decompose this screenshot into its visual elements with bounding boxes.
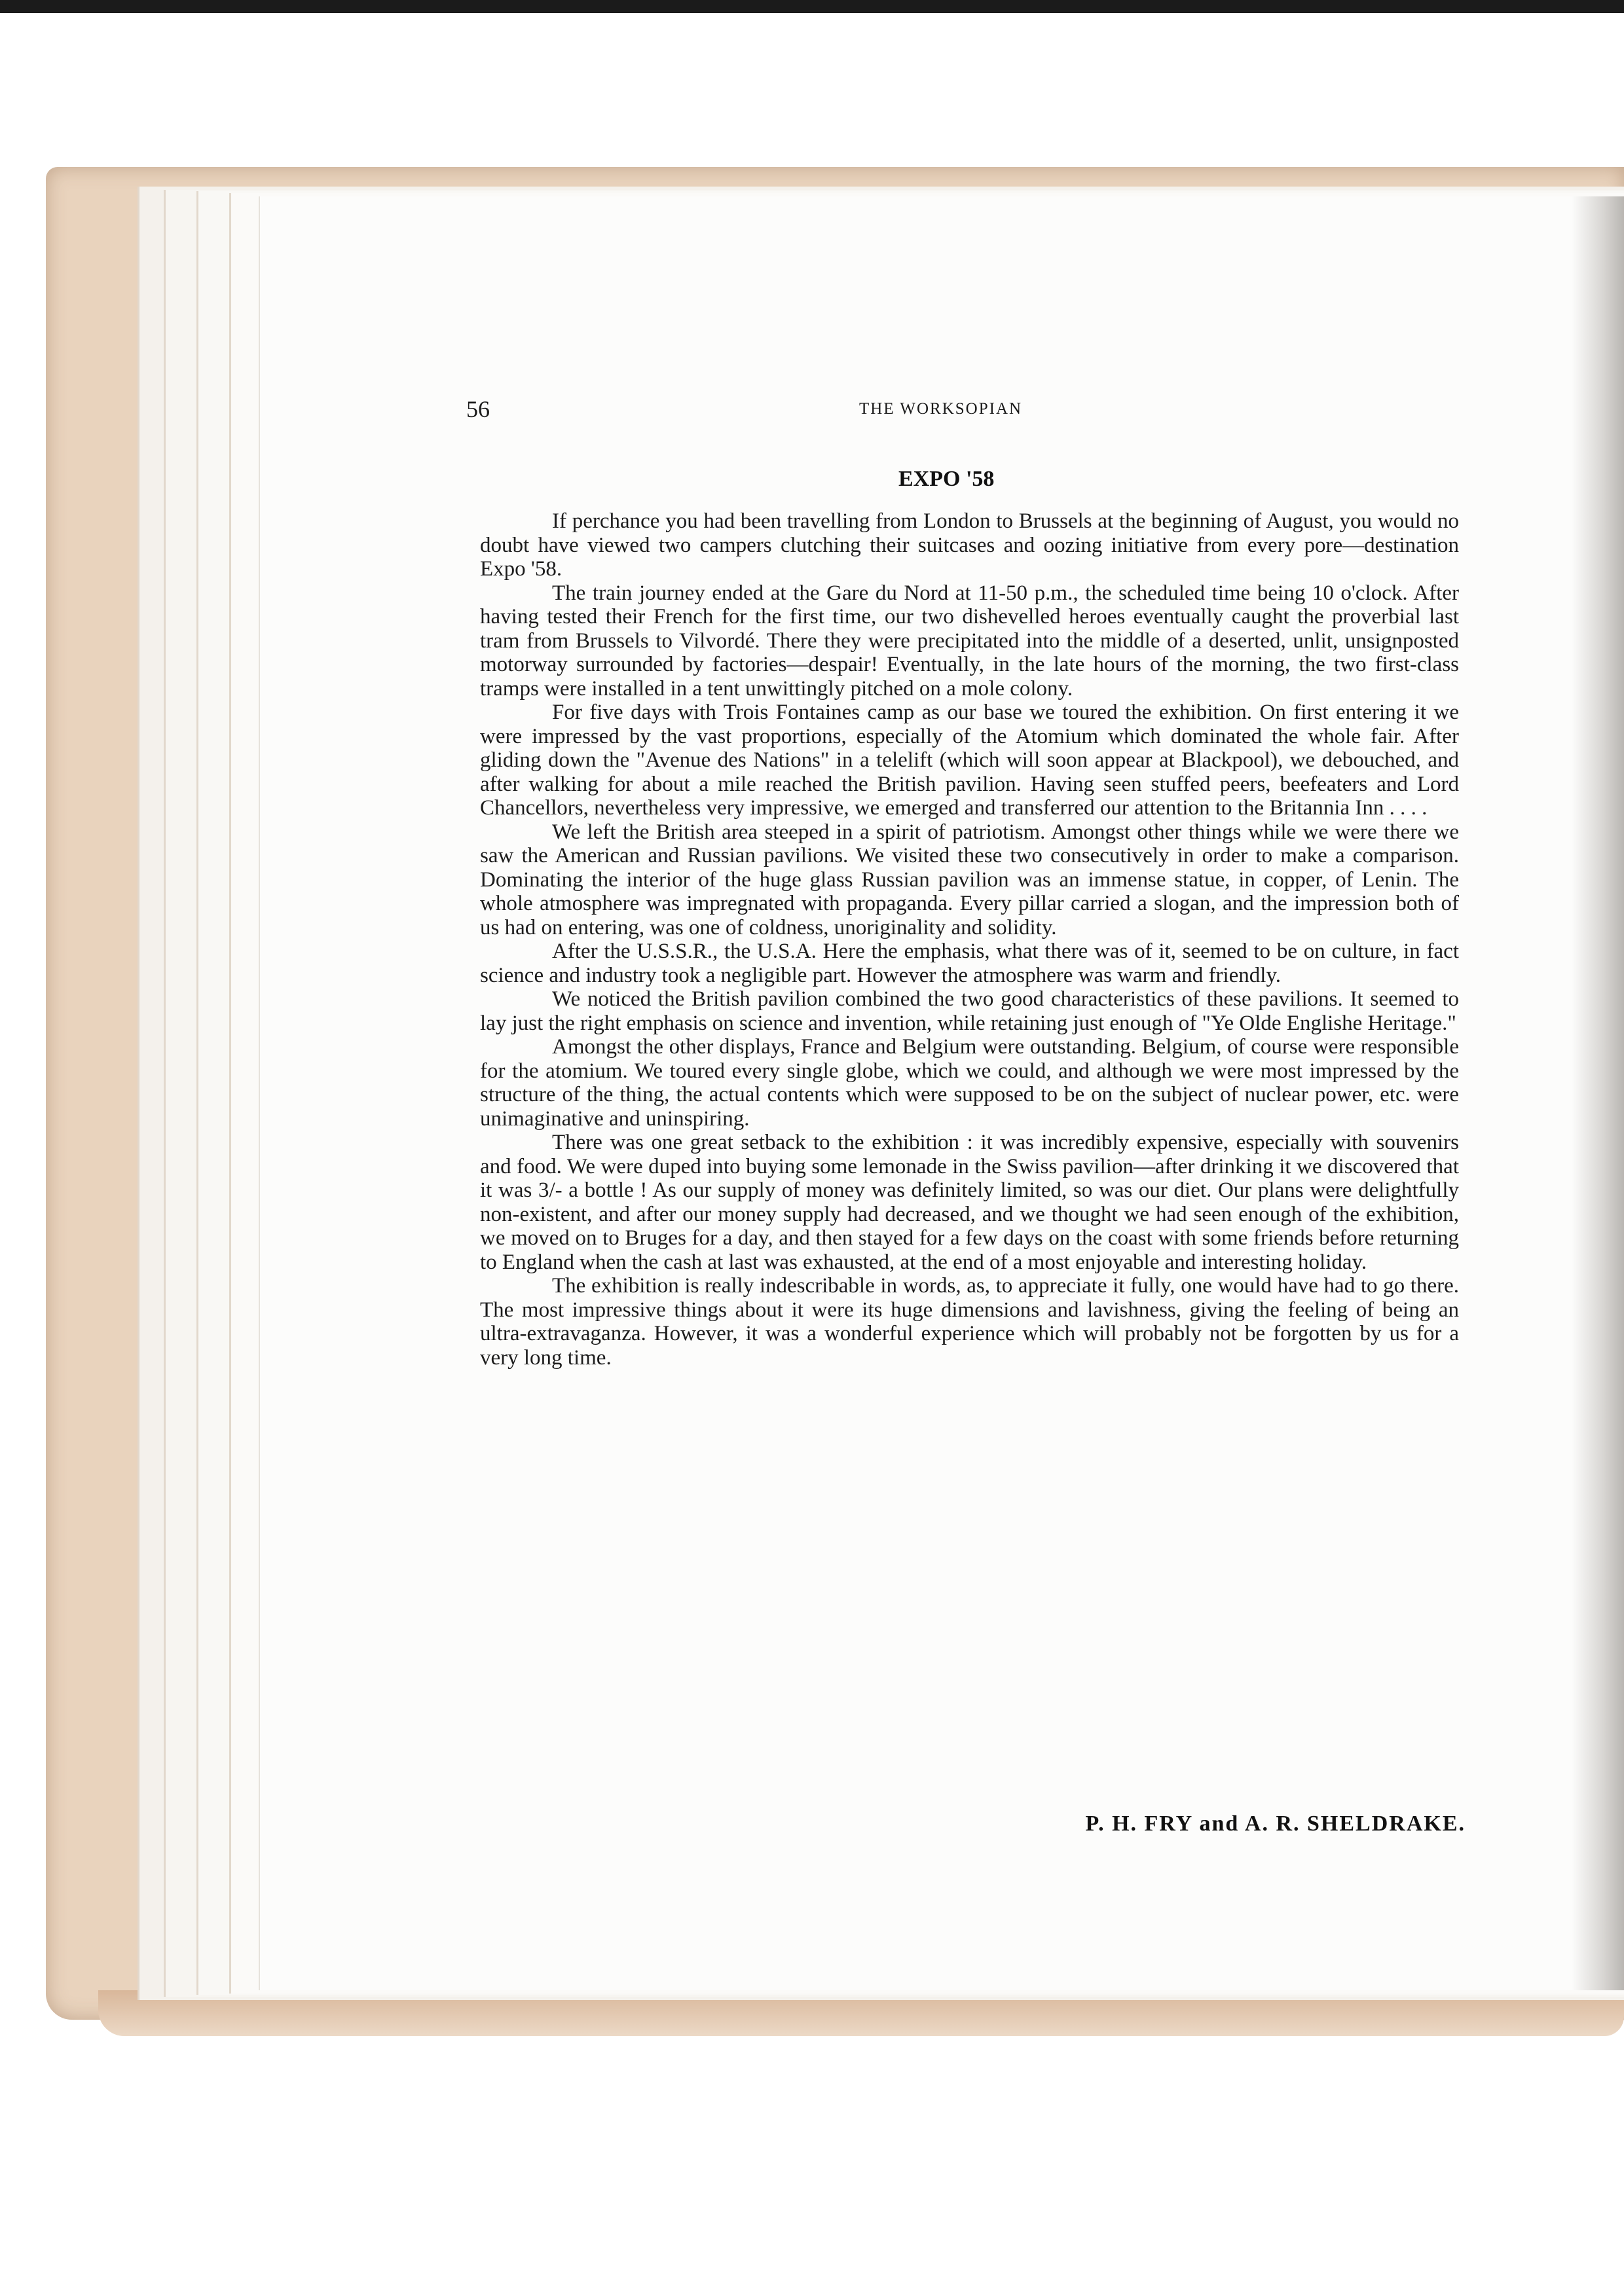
page-gutter-shadow bbox=[1572, 196, 1624, 1990]
article-title: EXPO '58 bbox=[898, 467, 995, 491]
running-head: THE WORKSOPIAN bbox=[859, 400, 1023, 418]
article-paragraph: For five days with Trois Fontaines camp as our base we toured the exhibition. On first entering it we were impressed by the vast proportions, especially of the Atomium which dominated the whole fair. After gliding down the "Avenue des Nations" in a telelift (which will soon appear at Blackpool), we debouched, and after walking for about a mile reached the British pavilion. Having seen stuffed peers, beefeaters and Lord Chancellors, nevertheless very impressive, we emerged and transferred our attention to the Britannia Inn . . . . bbox=[480, 701, 1459, 820]
article-paragraph: If perchance you had been travelling from London to Brussels at the beginning of August, you would no doubt have viewed two campers clutching their suitcases and oozing initiative from every pore—destination Expo '58. bbox=[480, 509, 1459, 581]
page-number: 56 bbox=[466, 396, 490, 422]
article-paragraph: We noticed the British pavilion combined the two good characteristics of these pavilions. It seemed to lay just the right emphasis on science and invention, while retaining just enough of "Ye Olde Englishe Heritage." bbox=[480, 987, 1459, 1035]
article-authors: P. H. FRY and A. R. SHELDRAKE. bbox=[1085, 1812, 1466, 1836]
article-body bbox=[480, 509, 1459, 1370]
article-paragraph: There was one great setback to the exhibition : it was incredibly expensive, especially with souvenirs and food. We were duped into buying some lemonade in the Swiss pavilion—after drinking it we discovered that it was 3/- a bottle ! As our supply of money was definitely limited, so was our diet. Our plans were delightfully non-existent, and after our money supply had decreased, and we thought we had seen enough of the exhibition, we moved on to Bruges for a day, and then stayed for a few days on the coast with some friends before returning to England when the cash at last was exhausted, at the end of a most enjoyable and interesting holiday. bbox=[480, 1131, 1459, 1274]
article-paragraph: We left the British area steeped in a spirit of patriotism. Amongst other things while we were there we saw the American and Russian pavilions. We visited these two consecutively in order to make a comparison. Dominating the interior of the huge glass Russian pavilion was an immense statue, in copper, of Lenin. The whole atmosphere was impregnated with propaganda. Every pillar carried a slogan, and the impression both of us had on entering, was one of coldness, unoriginality and solidity. bbox=[480, 820, 1459, 939]
article-paragraph: After the U.S.S.R., the U.S.A. Here the emphasis, what there was of it, seemed to be on culture, in fact science and industry took a negligible part. However the atmosphere was warm and friendly. bbox=[480, 939, 1459, 987]
article-paragraph: The train journey ended at the Gare du Nord at 11-50 p.m., the scheduled time being 10 o'clock. After having tested their French for the first time, our two dishevelled heroes eventually caught the proverbial last tram from Brussels to Vilvordé. There they were precipitated into the middle of a deserted, unlit, unsignposted motorway surrounded by factories—despair! Eventually, in the late hours of the morning, the two first-class tramps were installed in a tent unwittingly pitched on a mole colony. bbox=[480, 581, 1459, 701]
article-paragraph: Amongst the other displays, France and Belgium were outstanding. Belgium, of course were responsible for the atomium. We toured every single globe, which we could, and although we were most impressed by the structure of the thing, the actual contents which were supposed to be on the subject of nuclear power, etc. were unimaginative and uninspiring. bbox=[480, 1035, 1459, 1131]
scan-top-edge bbox=[0, 0, 1624, 13]
article-paragraph: The exhibition is really indescribable in words, as, to appreciate it fully, one would have had to go there. The most impressive things about it were its huge dimensions and lavishness, giving the feeling of being an ultra-extravaganza. However, it was a wonderful experience which will probably not be forgotten by us for a very long time. bbox=[480, 1274, 1459, 1370]
